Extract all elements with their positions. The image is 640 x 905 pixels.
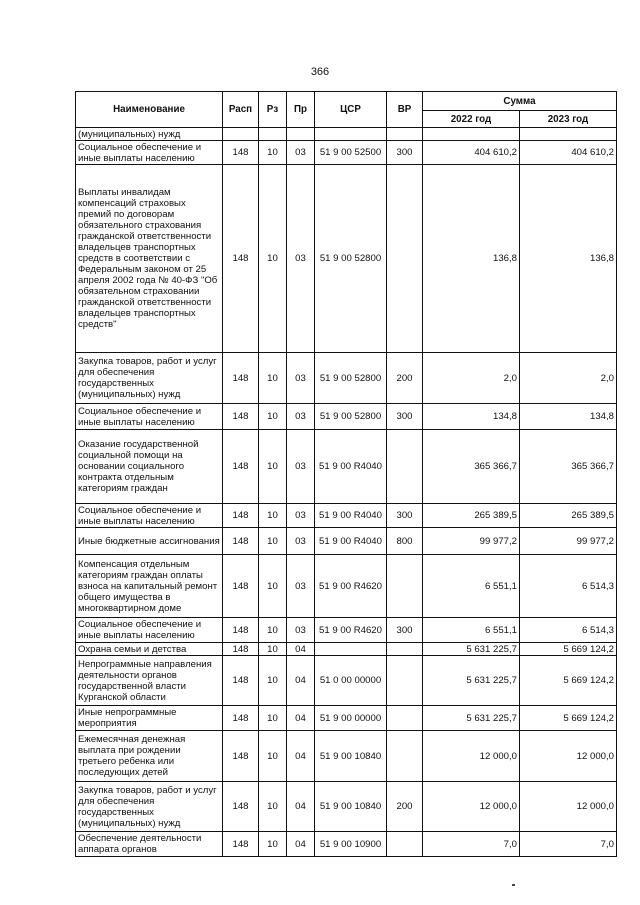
cell-s2022: 12 000,0 [423,731,520,782]
cell-s2022: 12 000,0 [423,782,520,832]
cell-rz: 10 [259,656,287,706]
cell-vr: 200 [387,782,423,832]
cell-rasp [223,128,259,141]
cell-csr: 51 0 00 00000 [315,656,387,706]
table-row [76,618,617,643]
cell-name: Компенсация отдельным категориям граждан оплаты взноса на капитальный ремонт общего имущества в многоквартирном доме [76,555,223,618]
cell-csr: 51 9 00 R4040 [315,504,387,528]
cell-s2023: 12 000,0 [520,782,617,832]
cell-s2022: 134,8 [423,404,520,430]
cell-name: Социальное обеспечение и иные выплаты населению [76,618,223,643]
cell-pr: 03 [287,165,315,353]
cell-s2023: 99 977,2 [520,528,617,555]
table-row [76,555,617,618]
cell-rasp: 148 [223,404,259,430]
cell-s2022: 365 366,7 [423,430,520,504]
cell-rasp: 148 [223,504,259,528]
cell-csr: 51 9 00 R4040 [315,528,387,555]
table-row [76,404,617,430]
cell-pr: 04 [287,643,315,656]
cell-pr: 03 [287,353,315,404]
cell-s2022: 6 551,1 [423,555,520,618]
cell-csr [315,128,387,141]
table-row [76,731,617,782]
cell-name: Социальное обеспечение и иные выплаты населению [76,141,223,165]
cell-s2022: 5 631 225,7 [423,643,520,656]
cell-csr: 51 9 00 10840 [315,782,387,832]
cell-vr: 300 [387,141,423,165]
cell-rz: 10 [259,430,287,504]
header-rz: Рз [259,92,287,128]
cell-name: Социальное обеспечение и иные выплаты населению [76,404,223,430]
cell-s2022: 7,0 [423,832,520,857]
cell-s2022: 2,0 [423,353,520,404]
header-rasp: Расп [223,92,259,128]
cell-pr: 04 [287,832,315,857]
cell-rz: 10 [259,528,287,555]
cell-rz: 10 [259,731,287,782]
cell-rasp: 148 [223,353,259,404]
table-row [76,128,617,141]
cell-csr: 51 9 00 10900 [315,832,387,857]
cell-rz [259,128,287,141]
cell-rz: 10 [259,832,287,857]
cell-s2023: 365 366,7 [520,430,617,504]
cell-pr: 03 [287,555,315,618]
table-row [76,656,617,706]
cell-name: Непрограммные направления деятельности органов государственной власти Курганской области [76,656,223,706]
table-row [76,706,617,731]
cell-rasp: 148 [223,430,259,504]
cell-s2023: 5 669 124,2 [520,643,617,656]
cell-rz: 10 [259,706,287,731]
cell-name: Охрана семьи и детства [76,643,223,656]
cell-pr [287,128,315,141]
table-row [76,165,617,353]
cell-rz: 10 [259,618,287,643]
cell-vr: 300 [387,618,423,643]
cell-s2022: 5 631 225,7 [423,706,520,731]
cell-csr: 51 9 00 00000 [315,706,387,731]
table-row [76,141,617,165]
cell-csr: 51 9 00 52800 [315,404,387,430]
header-name: Наименование [76,92,223,128]
cell-s2023: 2,0 [520,353,617,404]
cell-rasp: 148 [223,618,259,643]
cell-s2023: 12 000,0 [520,731,617,782]
table-body [76,128,617,857]
cell-pr: 03 [287,430,315,504]
cell-pr: 03 [287,404,315,430]
cell-rasp: 148 [223,165,259,353]
table-row [76,782,617,832]
cell-pr: 04 [287,782,315,832]
cell-s2023 [520,128,617,141]
cell-s2023: 6 514,3 [520,618,617,643]
cell-pr: 03 [287,141,315,165]
cell-vr [387,555,423,618]
cell-s2022 [423,128,520,141]
cell-name: Иные непрограммные мероприятия [76,706,223,731]
cell-vr: 300 [387,404,423,430]
cell-rasp: 148 [223,782,259,832]
cell-rasp: 148 [223,731,259,782]
cell-s2023: 5 669 124,2 [520,706,617,731]
cell-vr [387,128,423,141]
cell-rz: 10 [259,141,287,165]
cell-name: Ежемесячная денежная выплата при рождении третьего ребенка или последующих детей [76,731,223,782]
cell-rz: 10 [259,353,287,404]
stray-mark [512,884,515,886]
cell-s2023: 404 610,2 [520,141,617,165]
cell-rz: 10 [259,643,287,656]
budget-table [75,91,617,857]
cell-rz: 10 [259,504,287,528]
cell-s2023: 265 389,5 [520,504,617,528]
table-row [76,430,617,504]
cell-rasp: 148 [223,656,259,706]
cell-rasp: 148 [223,643,259,656]
cell-vr: 200 [387,353,423,404]
table-row [76,832,617,857]
cell-rz: 10 [259,404,287,430]
cell-s2022: 265 389,5 [423,504,520,528]
cell-rasp: 148 [223,141,259,165]
cell-s2023: 7,0 [520,832,617,857]
header-year-2023: 2023 год [520,111,617,128]
cell-vr [387,731,423,782]
cell-name: Выплаты инвалидам компенсаций страховых премий по договорам обязательного страхования гражданской ответственности владельцев транспортных средств в соответствии с Федеральным законом от 25 апреля 2002 года № 40-ФЗ "Об обязательном страховании гражданской ответственности владельцев транспортных средств" [76,165,223,353]
cell-s2022: 99 977,2 [423,528,520,555]
cell-s2023: 134,8 [520,404,617,430]
cell-csr: 51 9 00 R4620 [315,555,387,618]
cell-rasp: 148 [223,832,259,857]
cell-vr [387,706,423,731]
page-number: 366 [310,66,330,78]
cell-s2022: 5 631 225,7 [423,656,520,706]
cell-s2023: 136,8 [520,165,617,353]
cell-s2023: 6 514,3 [520,555,617,618]
cell-csr: 51 9 00 R4620 [315,618,387,643]
cell-name: Обеспечение деятельности аппарата органов [76,832,223,857]
cell-vr: 800 [387,528,423,555]
cell-pr: 03 [287,618,315,643]
table-row [76,353,617,404]
cell-name: Оказание государственной социальной помощи на основании социального контракта отдельным категориям граждан [76,430,223,504]
cell-vr [387,430,423,504]
cell-vr [387,165,423,353]
header-pr: Пр [287,92,315,128]
cell-vr [387,656,423,706]
cell-name: (муниципальных) нужд [76,128,223,141]
cell-rz: 10 [259,555,287,618]
cell-s2023: 5 669 124,2 [520,656,617,706]
header-sum: Сумма [423,92,617,111]
cell-pr: 03 [287,504,315,528]
cell-vr: 300 [387,504,423,528]
cell-vr [387,643,423,656]
cell-csr: 51 9 00 52500 [315,141,387,165]
cell-rasp: 148 [223,528,259,555]
table-row [76,504,617,528]
cell-csr: 51 9 00 R4040 [315,430,387,504]
table-row [76,528,617,555]
cell-csr: 51 9 00 10840 [315,731,387,782]
cell-pr: 04 [287,731,315,782]
cell-rasp: 148 [223,706,259,731]
cell-vr [387,832,423,857]
cell-name: Иные бюджетные ассигнования [76,528,223,555]
cell-rasp: 148 [223,555,259,618]
cell-csr [315,643,387,656]
cell-s2022: 136,8 [423,165,520,353]
cell-s2022: 6 551,1 [423,618,520,643]
cell-pr: 04 [287,706,315,731]
cell-name: Закупка товаров, работ и услуг для обеспечения государственных (муниципальных) нужд [76,353,223,404]
cell-csr: 51 9 00 52800 [315,353,387,404]
cell-pr: 03 [287,528,315,555]
cell-name: Закупка товаров, работ и услуг для обеспечения государственных (муниципальных) нужд [76,782,223,832]
cell-pr: 04 [287,656,315,706]
cell-name: Социальное обеспечение и иные выплаты населению [76,504,223,528]
cell-rz: 10 [259,165,287,353]
header-year-2022: 2022 год [423,111,520,128]
table-row [76,643,617,656]
cell-rz: 10 [259,782,287,832]
cell-s2022: 404 610,2 [423,141,520,165]
cell-csr: 51 9 00 52800 [315,165,387,353]
header-vr: ВР [387,92,423,128]
header-csr: ЦСР [315,92,387,128]
